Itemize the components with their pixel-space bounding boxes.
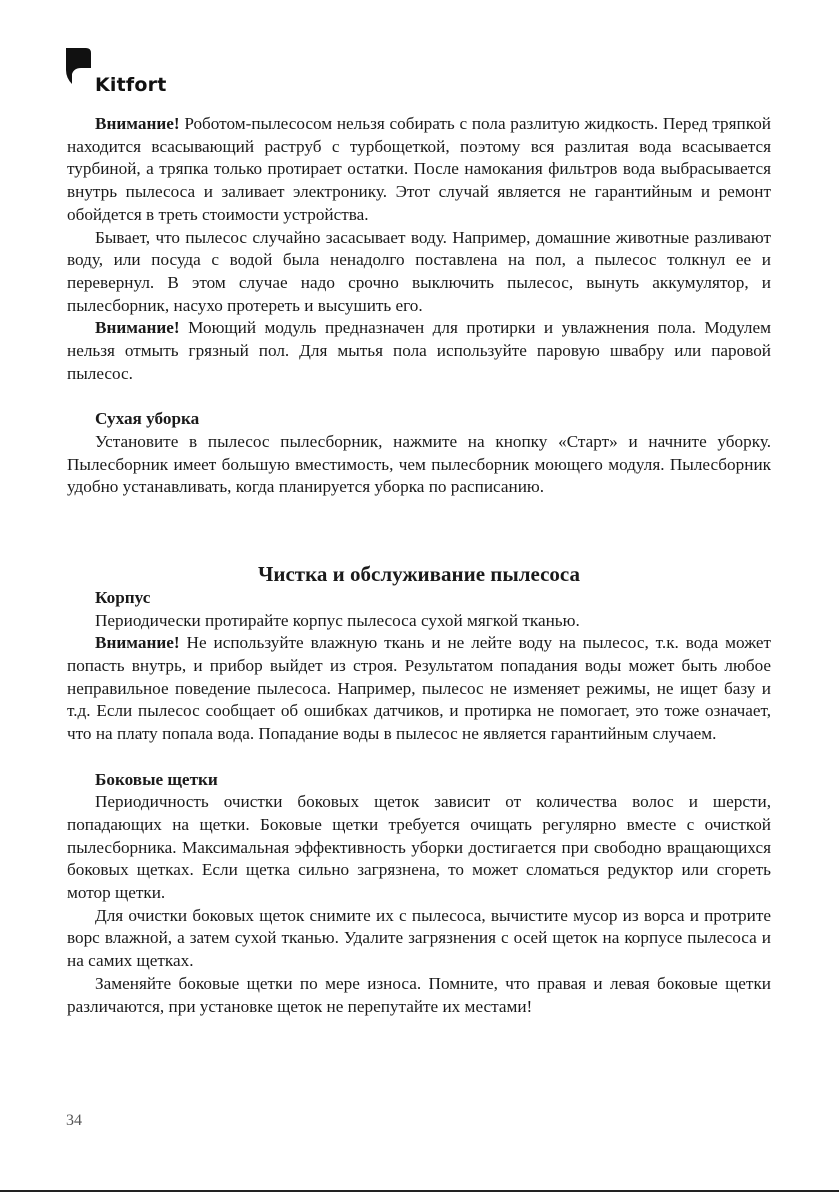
warning-label: Внимание! bbox=[95, 114, 180, 133]
warning-label: Внимание! bbox=[95, 318, 180, 338]
paragraph-text: Бывает, что пылесос случайно засасывает воду. Например, домашние животные разливают воду, или посуда с водой была ненадолго поставлена на пол, а пылесос толкнул ее и перевернул. В этом случае надо срочно выключить пылесос, вынуть аккумулятор, и пылесборник, насухо протереть и высушить его. bbox=[67, 227, 771, 315]
subsection-heading: Корпус bbox=[95, 587, 151, 607]
paragraph bbox=[67, 227, 771, 318]
paragraph bbox=[67, 905, 771, 973]
page-bottom-border bbox=[0, 1190, 839, 1192]
spacer bbox=[67, 499, 771, 561]
paragraph bbox=[67, 973, 771, 1018]
brand-name: Kitfort bbox=[95, 74, 167, 96]
paragraph bbox=[67, 632, 771, 746]
paragraph bbox=[67, 791, 771, 905]
paragraph bbox=[67, 317, 771, 385]
paragraph-text: Периодичность очистки боковых щеток зависит от количества волос и шерсти, попадающих на щетки. Боковые щетки требуется очищать регулярно вместе с очисткой пылесборника. Максимальная эффективность уборки достигается при свободно вращающихся боковых щетках. Если щетка сильно загрязнена, то может сломаться редуктор или сгореть мотор щетки. bbox=[67, 792, 771, 903]
paragraph-text: Заменяйте боковые щетки по мере износа. Помните, что правая и левая боковые щетки различаются, при установке щеток не перепутайте их местами! bbox=[67, 973, 771, 1016]
section-heading: Чистка и обслуживание пылесоса bbox=[257, 561, 581, 586]
paragraph-text: Для очистки боковых щеток снимите их с пылесоса, вычистите мусор из ворса и протрите ворс влажной, а затем сухой тканью. Удалите загрязнения с осей щеток на корпусе пылесоса и на самих щетках. bbox=[67, 905, 771, 971]
paragraph-text: Периодически протирайте корпус пылесоса сухой мягкой тканью. bbox=[95, 610, 580, 630]
subsection-heading: Сухая уборка bbox=[95, 409, 200, 429]
subsection-heading: Боковые щетки bbox=[95, 769, 218, 789]
paragraph bbox=[67, 113, 771, 227]
kitfort-logo-icon bbox=[64, 46, 98, 96]
paragraph-text: Роботом-пылесосом нельзя собирать с пола разлитую жидкость. Перед тряпкой находится всасывающий раструб с турбощеткой, поэтому вся разлитая вода всасывается турбиной, а тряпка только протирает остатки. После намокания фильтров вода выбрасывается внутрь пылесоса и заливает электронику. Этот случай является не гарантийным и ремонт обойдется в треть стоимости устройства. bbox=[67, 114, 771, 224]
spacer bbox=[67, 385, 771, 408]
page-number: 34 bbox=[66, 1112, 82, 1129]
document-body bbox=[67, 113, 771, 1018]
paragraph-text: Моющий модуль предназначен для протирки и увлажнения пола. Модулем нельзя отмыть грязный пол. Для мытья пола используйте паровую швабру или паровой пылесос. bbox=[67, 318, 771, 383]
paragraph-text: Установите в пылесос пылесборник, нажмите на кнопку «Старт» и начните уборку. Пылесборник имеет большую вместимость, чем пылесборник моющего модуля. Пылесборник удобно устанавливать, когда планируется уборка по расписанию. bbox=[67, 431, 771, 497]
paragraph-text: Не используйте влажную ткань и не лейте воду на пылесос, т.к. вода может попасть внутрь, и прибор выйдет из строя. Результатом попадания воды может быть любое неправильное поведение пылесоса. Например, пылесос не изменяет режимы, не ищет базу и т.д. Если пылесос сообщает об ошибках датчиков, и протирка не помогает, это тоже означает, что на плату попала вода. Попадание воды в пылесос не является гарантийным случаем. bbox=[67, 633, 771, 744]
warning-label: Внимание! bbox=[95, 633, 180, 653]
paragraph bbox=[67, 610, 771, 633]
paragraph bbox=[67, 431, 771, 499]
spacer bbox=[67, 746, 771, 769]
